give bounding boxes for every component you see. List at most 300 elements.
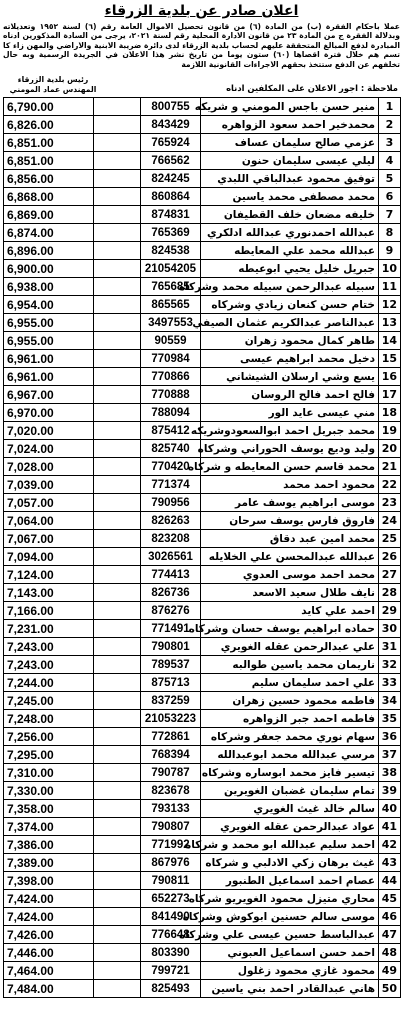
table-row bbox=[4, 206, 401, 224]
amount-cell: 7,243.00 bbox=[4, 638, 94, 656]
amount-cell: 6,868.00 bbox=[4, 188, 94, 206]
amount-cell: 7,166.00 bbox=[4, 602, 94, 620]
account-number-cell: 772861 bbox=[141, 728, 201, 746]
empty-cell bbox=[94, 620, 141, 638]
account-number-cell: 790787 bbox=[141, 764, 201, 782]
account-number-cell: 874831 bbox=[141, 206, 201, 224]
empty-cell bbox=[94, 476, 141, 494]
debtor-name-cell: علي عبدالرحمن عقله الغويري bbox=[201, 638, 379, 656]
row-number-cell: 23 bbox=[379, 494, 401, 512]
account-number-cell: 765685 bbox=[141, 278, 201, 296]
debtor-name-cell: فاروق فارس يوسف سرحان bbox=[201, 512, 379, 530]
account-number-cell: 837259 bbox=[141, 692, 201, 710]
table-row bbox=[4, 728, 401, 746]
empty-cell bbox=[94, 206, 141, 224]
empty-cell bbox=[94, 656, 141, 674]
debtor-name-cell: ختام حسن كنعان زيادي وشركاه bbox=[201, 296, 379, 314]
debtor-name-cell: دخيل محمد ابراهيم عيسى bbox=[201, 350, 379, 368]
empty-cell bbox=[94, 170, 141, 188]
amount-cell: 7,231.00 bbox=[4, 620, 94, 638]
row-number-cell: 29 bbox=[379, 602, 401, 620]
row-number-cell: 27 bbox=[379, 566, 401, 584]
amount-cell: 7,330.00 bbox=[4, 782, 94, 800]
amount-cell: 7,143.00 bbox=[4, 584, 94, 602]
table-row bbox=[4, 818, 401, 836]
row-number-cell: 8 bbox=[379, 224, 401, 242]
amount-cell: 7,446.00 bbox=[4, 944, 94, 962]
account-number-cell: 790801 bbox=[141, 638, 201, 656]
amount-cell: 7,057.00 bbox=[4, 494, 94, 512]
amount-cell: 7,094.00 bbox=[4, 548, 94, 566]
amount-cell: 7,124.00 bbox=[4, 566, 94, 584]
row-number-cell: 6 bbox=[379, 188, 401, 206]
row-number-cell: 47 bbox=[379, 926, 401, 944]
account-number-cell: 765369 bbox=[141, 224, 201, 242]
amount-cell: 7,424.00 bbox=[4, 908, 94, 926]
amount-cell: 7,024.00 bbox=[4, 440, 94, 458]
account-number-cell: 771374 bbox=[141, 476, 201, 494]
table-row bbox=[4, 674, 401, 692]
amount-cell: 6,900.00 bbox=[4, 260, 94, 278]
amount-cell: 7,028.00 bbox=[4, 458, 94, 476]
account-number-cell: 825740 bbox=[141, 440, 201, 458]
debtor-name-cell: سالم خالد غيث الغويري bbox=[201, 800, 379, 818]
debtor-name-cell: عصام احمد اسماعيل الطنبور bbox=[201, 872, 379, 890]
account-number-cell: 875412 bbox=[141, 422, 201, 440]
account-number-cell: 21054205 bbox=[141, 260, 201, 278]
account-number-cell: 825493 bbox=[141, 980, 201, 998]
empty-cell bbox=[94, 746, 141, 764]
row-number-cell: 33 bbox=[379, 674, 401, 692]
row-number-cell: 32 bbox=[379, 656, 401, 674]
amount-cell: 7,020.00 bbox=[4, 422, 94, 440]
debtor-name-cell: سهام نوري محمد جعفر وشركاه bbox=[201, 728, 379, 746]
account-number-cell: 768394 bbox=[141, 746, 201, 764]
row-number-cell: 48 bbox=[379, 944, 401, 962]
empty-cell bbox=[94, 692, 141, 710]
debtor-name-cell: علي احمد سليمان سليم bbox=[201, 674, 379, 692]
row-number-cell: 13 bbox=[379, 314, 401, 332]
table-row bbox=[4, 782, 401, 800]
debtor-name-cell: ليلي عيسى سليمان حنون bbox=[201, 152, 379, 170]
table-row bbox=[4, 710, 401, 728]
debtor-name-cell: ناريمان محمد ياسين طوالبه bbox=[201, 656, 379, 674]
table-row bbox=[4, 620, 401, 638]
row-number-cell: 1 bbox=[379, 98, 401, 116]
account-number-cell: 875713 bbox=[141, 674, 201, 692]
amount-cell: 7,295.00 bbox=[4, 746, 94, 764]
table-row bbox=[4, 404, 401, 422]
notice-body: عملا باحكام الفقرة (ب) من المادة (٦) من قانون تحصيل الاموال العامة رقم (٦) لسنة ١٩٥٢ وتعديلاته وبدلالة الفقرة ج من المادة ٢٣ من قانون الادارة المحلية رقم لسنة ٢٠٢١، يرجى من السادة المذكورين ادناه المبادرة لدفع المبالغ المتحققة عليهم لحساب بلدية الزرقاء لدى دائرة ضريبة الابنية والاراضي والمهن زاء كا تسم هم خلال فترة اقصاها (٦٠) ستون يوما من تاريخ نشر هذا الاعلان في الجريدة الرسمية وبه حال تخلفهم عن الدفع ستتخذ بحقهم الاجراءات القانونية اللازمة bbox=[3, 22, 400, 69]
empty-cell bbox=[94, 458, 141, 476]
debtor-name-cell: عواد عبدالرحمن عقله الغويري bbox=[201, 818, 379, 836]
debtor-name-cell: محمد احمد موسى العدوي bbox=[201, 566, 379, 584]
account-number-cell: 765924 bbox=[141, 134, 201, 152]
empty-cell bbox=[94, 836, 141, 854]
debtor-name-cell: محمود غازي محمود زغلول bbox=[201, 962, 379, 980]
empty-cell bbox=[94, 134, 141, 152]
empty-cell bbox=[94, 890, 141, 908]
account-number-cell: 771992 bbox=[141, 836, 201, 854]
empty-cell bbox=[94, 962, 141, 980]
empty-cell bbox=[94, 980, 141, 998]
table-row bbox=[4, 980, 401, 998]
amount-cell: 7,386.00 bbox=[4, 836, 94, 854]
amount-cell: 6,869.00 bbox=[4, 206, 94, 224]
amount-cell: 7,310.00 bbox=[4, 764, 94, 782]
table-row bbox=[4, 170, 401, 188]
amount-cell: 6,851.00 bbox=[4, 134, 94, 152]
row-number-cell: 24 bbox=[379, 512, 401, 530]
account-number-cell: 776648 bbox=[141, 926, 201, 944]
account-number-cell: 771491 bbox=[141, 620, 201, 638]
debtor-name-cell: عبدالناصر عبدالكريم عثمان الصيفي bbox=[201, 314, 379, 332]
table-row bbox=[4, 764, 401, 782]
amount-cell: 6,967.00 bbox=[4, 386, 94, 404]
account-number-cell: 803390 bbox=[141, 944, 201, 962]
debtor-name-cell: يسع وشي ارسلان الشيشاني bbox=[201, 368, 379, 386]
table-row bbox=[4, 638, 401, 656]
debtors-table-body bbox=[4, 98, 401, 998]
empty-cell bbox=[94, 350, 141, 368]
table-row bbox=[4, 584, 401, 602]
empty-cell bbox=[94, 386, 141, 404]
debtor-name-cell: احمد سليم عبدالله ابو محمد و شركاه bbox=[201, 836, 379, 854]
table-row bbox=[4, 98, 401, 116]
debtor-name-cell: سبيله عبدالرحمن سبيله محمد وشركاه bbox=[201, 278, 379, 296]
debtor-name-cell: عزمي صالح سليمان عساف bbox=[201, 134, 379, 152]
row-number-cell: 49 bbox=[379, 962, 401, 980]
amount-cell: 6,961.00 bbox=[4, 368, 94, 386]
empty-cell bbox=[94, 530, 141, 548]
row-number-cell: 15 bbox=[379, 350, 401, 368]
account-number-cell: 774413 bbox=[141, 566, 201, 584]
debtor-name-cell: تيسير فايز محمد ابوساره وشركاه bbox=[201, 764, 379, 782]
debtor-name-cell: منير حسن باجس المومني و شريكه bbox=[201, 98, 379, 116]
debtor-name-cell: وليد وديع يوسف الحوراني وشركاه bbox=[201, 440, 379, 458]
table-row bbox=[4, 530, 401, 548]
empty-cell bbox=[94, 602, 141, 620]
empty-cell bbox=[94, 872, 141, 890]
debtor-name-cell: محمد جبريل احمد ابوالسعودوشريكه bbox=[201, 422, 379, 440]
table-row bbox=[4, 566, 401, 584]
account-number-cell: 826263 bbox=[141, 512, 201, 530]
empty-cell bbox=[94, 296, 141, 314]
row-number-cell: 34 bbox=[379, 692, 401, 710]
row-number-cell: 36 bbox=[379, 728, 401, 746]
row-number-cell: 11 bbox=[379, 278, 401, 296]
empty-cell bbox=[94, 566, 141, 584]
table-row bbox=[4, 926, 401, 944]
empty-cell bbox=[94, 548, 141, 566]
row-number-cell: 31 bbox=[379, 638, 401, 656]
empty-cell bbox=[94, 584, 141, 602]
amount-cell: 6,955.00 bbox=[4, 332, 94, 350]
amount-cell: 7,243.00 bbox=[4, 656, 94, 674]
debtor-name-cell: محمود احمد محمد bbox=[201, 476, 379, 494]
amount-cell: 6,938.00 bbox=[4, 278, 94, 296]
debtor-name-cell: عبدالله احمدنوري عبدالله ادلكري bbox=[201, 224, 379, 242]
row-number-cell: 7 bbox=[379, 206, 401, 224]
row-number-cell: 25 bbox=[379, 530, 401, 548]
row-number-cell: 43 bbox=[379, 854, 401, 872]
empty-cell bbox=[94, 908, 141, 926]
row-number-cell: 21 bbox=[379, 458, 401, 476]
account-number-cell: 90559 bbox=[141, 332, 201, 350]
empty-cell bbox=[94, 674, 141, 692]
amount-cell: 7,064.00 bbox=[4, 512, 94, 530]
empty-cell bbox=[94, 800, 141, 818]
empty-cell bbox=[94, 116, 141, 134]
account-number-cell: 766562 bbox=[141, 152, 201, 170]
table-row bbox=[4, 278, 401, 296]
table-row bbox=[4, 368, 401, 386]
signature-block bbox=[4, 75, 102, 95]
row-number-cell: 16 bbox=[379, 368, 401, 386]
amount-cell: 7,039.00 bbox=[4, 476, 94, 494]
empty-cell bbox=[94, 440, 141, 458]
empty-cell bbox=[94, 944, 141, 962]
row-number-cell: 30 bbox=[379, 620, 401, 638]
empty-cell bbox=[94, 278, 141, 296]
debtor-name-cell: طاهر كمال محمود زهران bbox=[201, 332, 379, 350]
debtor-name-cell: مني عيسى عايد الور bbox=[201, 404, 379, 422]
account-number-cell: 843429 bbox=[141, 116, 201, 134]
debtor-name-cell: محمد امين عبد دقاق bbox=[201, 530, 379, 548]
empty-cell bbox=[94, 710, 141, 728]
debtor-name-cell: فالح احمد فالح الروسان bbox=[201, 386, 379, 404]
table-row bbox=[4, 296, 401, 314]
account-number-cell: 790956 bbox=[141, 494, 201, 512]
table-row bbox=[4, 836, 401, 854]
empty-cell bbox=[94, 494, 141, 512]
debtor-name-cell: تمام سليمان غضبان الغويرين bbox=[201, 782, 379, 800]
debtor-name-cell: موسى سالم حسنين ابوكوش وشركاه bbox=[201, 908, 379, 926]
table-row bbox=[4, 332, 401, 350]
account-number-cell: 865565 bbox=[141, 296, 201, 314]
table-row bbox=[4, 908, 401, 926]
account-number-cell: 21053223 bbox=[141, 710, 201, 728]
account-number-cell: 770866 bbox=[141, 368, 201, 386]
table-row bbox=[4, 944, 401, 962]
row-number-cell: 37 bbox=[379, 746, 401, 764]
amount-cell: 6,955.00 bbox=[4, 314, 94, 332]
amount-cell: 7,244.00 bbox=[4, 674, 94, 692]
row-number-cell: 9 bbox=[379, 242, 401, 260]
empty-cell bbox=[94, 926, 141, 944]
amount-cell: 7,374.00 bbox=[4, 818, 94, 836]
debtor-name-cell: فاطمه محمود حسين زهران bbox=[201, 692, 379, 710]
table-row bbox=[4, 422, 401, 440]
account-number-cell: 652273 bbox=[141, 890, 201, 908]
empty-cell bbox=[94, 152, 141, 170]
row-number-cell: 10 bbox=[379, 260, 401, 278]
row-number-cell: 45 bbox=[379, 890, 401, 908]
amount-cell: 7,426.00 bbox=[4, 926, 94, 944]
debtor-name-cell: عبدالله محمد علي المعايطه bbox=[201, 242, 379, 260]
account-number-cell: 3497553 bbox=[141, 314, 201, 332]
amount-cell: 7,358.00 bbox=[4, 800, 94, 818]
table-row bbox=[4, 602, 401, 620]
debtor-name-cell: مرسي عبدالله محمد ابوعبدالله bbox=[201, 746, 379, 764]
notice-title: اعلان صادر عن بلدية الزرقاء bbox=[104, 3, 299, 19]
row-number-cell: 35 bbox=[379, 710, 401, 728]
table-row bbox=[4, 494, 401, 512]
debtor-name-cell: احمد حسن اسماعيل العبوني bbox=[201, 944, 379, 962]
empty-cell bbox=[94, 224, 141, 242]
row-number-cell: 40 bbox=[379, 800, 401, 818]
row-number-cell: 39 bbox=[379, 782, 401, 800]
row-number-cell: 26 bbox=[379, 548, 401, 566]
account-number-cell: 826736 bbox=[141, 584, 201, 602]
account-number-cell: 876276 bbox=[141, 602, 201, 620]
amount-cell: 6,970.00 bbox=[4, 404, 94, 422]
signature-line-1: رئيس بلدية الزرقاء bbox=[17, 75, 89, 84]
row-number-cell: 41 bbox=[379, 818, 401, 836]
row-number-cell: 20 bbox=[379, 440, 401, 458]
debtor-name-cell: عبدالله عبدالمحسن علي الخلايله bbox=[201, 548, 379, 566]
amount-cell: 6,790.00 bbox=[4, 98, 94, 116]
amount-cell: 6,896.00 bbox=[4, 242, 94, 260]
account-number-cell: 824245 bbox=[141, 170, 201, 188]
account-number-cell: 860864 bbox=[141, 188, 201, 206]
empty-cell bbox=[94, 188, 141, 206]
table-row bbox=[4, 890, 401, 908]
row-number-cell: 44 bbox=[379, 872, 401, 890]
table-row bbox=[4, 440, 401, 458]
debtor-name-cell: جبريل خليل يحيي ابوعيطه bbox=[201, 260, 379, 278]
debtor-name-cell: محمدخير احمد سعود الزواهره bbox=[201, 116, 379, 134]
account-number-cell: 788094 bbox=[141, 404, 201, 422]
account-number-cell: 790811 bbox=[141, 872, 201, 890]
empty-cell bbox=[94, 332, 141, 350]
amount-cell: 6,874.00 bbox=[4, 224, 94, 242]
account-number-cell: 841490 bbox=[141, 908, 201, 926]
amount-cell: 6,826.00 bbox=[4, 116, 94, 134]
account-number-cell: 824538 bbox=[141, 242, 201, 260]
debtor-name-cell: عبدالباسط حسين عيسى علي وشركاه bbox=[201, 926, 379, 944]
empty-cell bbox=[94, 728, 141, 746]
table-row bbox=[4, 134, 401, 152]
empty-cell bbox=[94, 818, 141, 836]
account-number-cell: 800755 bbox=[141, 98, 201, 116]
empty-cell bbox=[94, 764, 141, 782]
debtor-name-cell: خليفه مضعان خلف القطيفان bbox=[201, 206, 379, 224]
account-number-cell: 770420 bbox=[141, 458, 201, 476]
table-row bbox=[4, 854, 401, 872]
empty-cell bbox=[94, 512, 141, 530]
empty-cell bbox=[94, 782, 141, 800]
table-row bbox=[4, 152, 401, 170]
row-number-cell: 28 bbox=[379, 584, 401, 602]
amount-cell: 7,424.00 bbox=[4, 890, 94, 908]
table-row bbox=[4, 458, 401, 476]
table-row bbox=[4, 656, 401, 674]
table-row bbox=[4, 260, 401, 278]
amount-cell: 6,851.00 bbox=[4, 152, 94, 170]
signature-line-2: المهندس عماد المومني bbox=[9, 85, 97, 94]
row-number-cell: 17 bbox=[379, 386, 401, 404]
account-number-cell: 799721 bbox=[141, 962, 201, 980]
amount-cell: 7,256.00 bbox=[4, 728, 94, 746]
account-number-cell: 790807 bbox=[141, 818, 201, 836]
row-number-cell: 2 bbox=[379, 116, 401, 134]
account-number-cell: 823208 bbox=[141, 530, 201, 548]
debtor-name-cell: غيث برهان زكي الادلبي و شركاه bbox=[201, 854, 379, 872]
row-number-cell: 19 bbox=[379, 422, 401, 440]
amount-cell: 7,248.00 bbox=[4, 710, 94, 728]
debtor-name-cell: موسى ابراهيم يوسف عامر bbox=[201, 494, 379, 512]
amount-cell: 7,398.00 bbox=[4, 872, 94, 890]
empty-cell bbox=[94, 368, 141, 386]
table-row bbox=[4, 962, 401, 980]
table-row bbox=[4, 512, 401, 530]
debtor-name-cell: توفيق محمود عبدالباقي اللبدي bbox=[201, 170, 379, 188]
amount-cell: 7,464.00 bbox=[4, 962, 94, 980]
row-number-cell: 5 bbox=[379, 170, 401, 188]
amount-cell: 7,245.00 bbox=[4, 692, 94, 710]
debtor-name-cell: محاري متيزل محمود الغويريو شركاه bbox=[201, 890, 379, 908]
row-number-cell: 3 bbox=[379, 134, 401, 152]
table-row bbox=[4, 872, 401, 890]
empty-cell bbox=[94, 854, 141, 872]
row-number-cell: 42 bbox=[379, 836, 401, 854]
account-number-cell: 3026561 bbox=[141, 548, 201, 566]
debtor-name-cell: نايف طلال سعيد الاسعد bbox=[201, 584, 379, 602]
table-row bbox=[4, 242, 401, 260]
row-number-cell: 50 bbox=[379, 980, 401, 998]
debtors-table bbox=[3, 97, 401, 998]
empty-cell bbox=[94, 260, 141, 278]
debtor-name-cell: احمد علي كايد bbox=[201, 602, 379, 620]
empty-cell bbox=[94, 314, 141, 332]
table-row bbox=[4, 548, 401, 566]
debtor-name-cell: هاني عبدالقادر احمد بني ياسين bbox=[201, 980, 379, 998]
table-row bbox=[4, 116, 401, 134]
table-row bbox=[4, 386, 401, 404]
account-number-cell: 793133 bbox=[141, 800, 201, 818]
amount-cell: 6,856.00 bbox=[4, 170, 94, 188]
empty-cell bbox=[94, 638, 141, 656]
empty-cell bbox=[94, 98, 141, 116]
row-number-cell: 18 bbox=[379, 404, 401, 422]
table-row bbox=[4, 224, 401, 242]
account-number-cell: 867976 bbox=[141, 854, 201, 872]
debtor-name-cell: حماده ابراهيم يوسف حسان وشركاه bbox=[201, 620, 379, 638]
table-row bbox=[4, 188, 401, 206]
debtor-name-cell: محمد قاسم حسن المعايطه و شركاه bbox=[201, 458, 379, 476]
amount-cell: 7,484.00 bbox=[4, 980, 94, 998]
account-number-cell: 770984 bbox=[141, 350, 201, 368]
amount-cell: 7,389.00 bbox=[4, 854, 94, 872]
row-number-cell: 14 bbox=[379, 332, 401, 350]
row-number-cell: 22 bbox=[379, 476, 401, 494]
table-row bbox=[4, 746, 401, 764]
amount-cell: 6,954.00 bbox=[4, 296, 94, 314]
debtor-name-cell: محمد مصطفى محمد ياسين bbox=[201, 188, 379, 206]
notice-note: ملاحظة : اجور الاعلان على المكلفين ادناه bbox=[226, 83, 398, 93]
table-row bbox=[4, 314, 401, 332]
account-number-cell: 823678 bbox=[141, 782, 201, 800]
empty-cell bbox=[94, 242, 141, 260]
amount-cell: 7,067.00 bbox=[4, 530, 94, 548]
empty-cell bbox=[94, 422, 141, 440]
table-row bbox=[4, 800, 401, 818]
table-row bbox=[4, 350, 401, 368]
empty-cell bbox=[94, 404, 141, 422]
row-number-cell: 4 bbox=[379, 152, 401, 170]
row-number-cell: 12 bbox=[379, 296, 401, 314]
